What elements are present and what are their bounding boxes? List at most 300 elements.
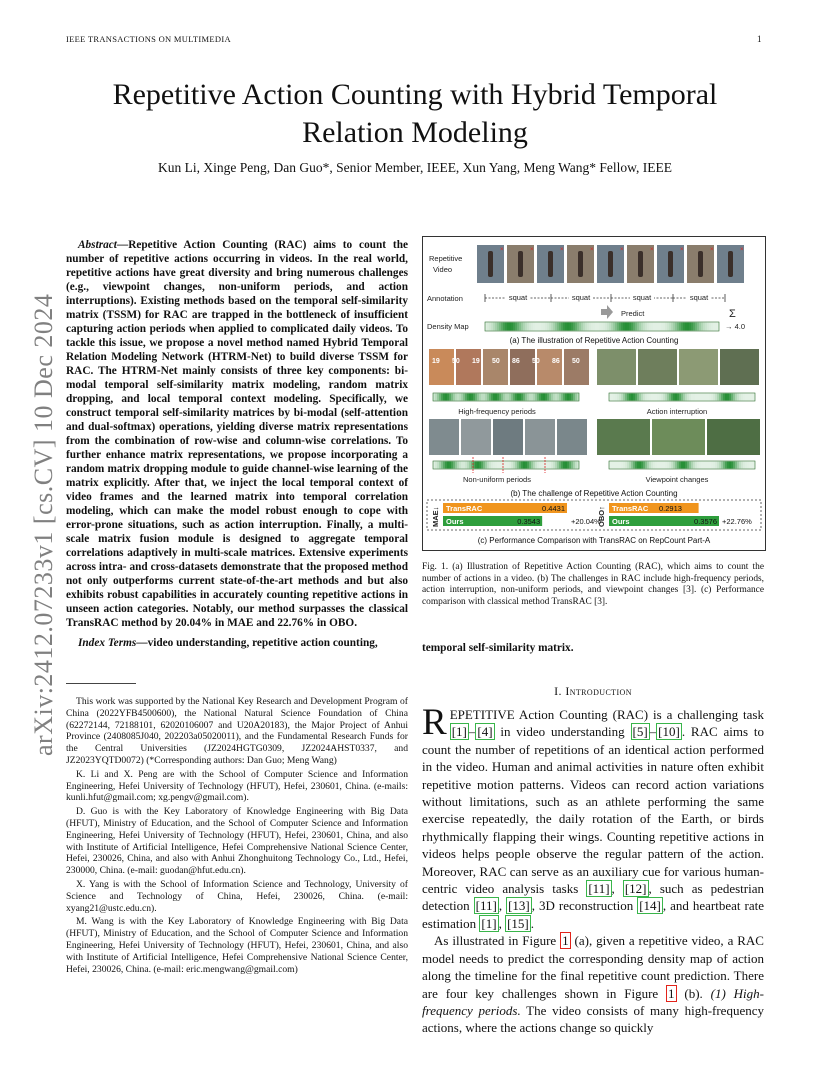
density-cell: [439, 394, 441, 401]
density-cell: [697, 462, 699, 469]
section-heading: [422, 684, 764, 699]
drop-cap: R: [422, 702, 447, 743]
density-cell: [625, 394, 627, 401]
subcaption-a: (a) The illustration of Repetitive Action Counting: [509, 336, 679, 345]
density-cell: [669, 394, 671, 401]
density-cell: [607, 323, 609, 331]
section-title: Introduction: [565, 684, 632, 698]
challenge-frame: [720, 349, 759, 385]
density-cell: [435, 394, 437, 401]
density-cell: [749, 462, 751, 469]
video-frame-strip: [477, 245, 744, 283]
density-cell: [445, 462, 447, 469]
density-cell: [737, 462, 739, 469]
density-cell: [563, 323, 565, 331]
density-cell: [485, 394, 487, 401]
video-frame-person: [518, 251, 523, 277]
repetitive-video-label: [433, 265, 452, 274]
density-cell: [729, 462, 731, 469]
density-cell: [637, 394, 639, 401]
density-cell: [571, 323, 573, 331]
density-cell: [551, 462, 553, 469]
density-cell: [655, 394, 657, 401]
density-cell: [565, 394, 567, 401]
density-cell: [665, 462, 667, 469]
density-cell: [515, 462, 517, 469]
citation-link[interactable]: [1]: [481, 915, 497, 931]
challenge-frame: [652, 419, 705, 455]
density-cell: [437, 394, 439, 401]
density-cell: [489, 323, 491, 331]
density-cell: [529, 323, 531, 331]
density-cell: [675, 323, 677, 331]
citation-link[interactable]: [15]: [507, 915, 529, 931]
density-cell: [661, 323, 663, 331]
density-cell: [569, 462, 571, 469]
density-cell: [579, 323, 581, 331]
density-cell: [731, 394, 733, 401]
density-cell: [543, 323, 545, 331]
density-cell: [649, 394, 651, 401]
frame-number: 86: [512, 358, 520, 365]
density-cell: [681, 462, 683, 469]
citation-link[interactable]: [11]: [475, 898, 497, 914]
density-cell: [529, 462, 531, 469]
density-cell: [671, 323, 673, 331]
density-cell: [627, 394, 629, 401]
frame-number: 19: [432, 358, 440, 365]
density-cell: [621, 323, 623, 331]
density-cell: [713, 462, 715, 469]
subcaption-c: (c) Performance Comparison with TransRAC on RepCount Part-A: [477, 536, 711, 545]
challenge-frame: [461, 419, 491, 455]
density-cell: [711, 462, 713, 469]
density-cell: [609, 462, 611, 469]
density-cell: [637, 323, 639, 331]
improvement-mae: +20.04%: [571, 517, 601, 526]
density-cell: [523, 323, 525, 331]
density-cell: [679, 394, 681, 401]
metric-obo-label: OBO↑: [597, 506, 606, 527]
density-cell: [457, 394, 459, 401]
density-cell: [531, 394, 533, 401]
density-cell: [497, 462, 499, 469]
density-bar-non-uniform: [433, 457, 579, 473]
density-cell: [681, 394, 683, 401]
intro-text: As illustrated in Figure: [434, 933, 561, 949]
density-cell: [663, 462, 665, 469]
density-cell: [647, 323, 649, 331]
density-cell: [475, 394, 477, 401]
video-frame-person: [578, 251, 583, 277]
index-terms-continuation: temporal self-similarity matrix.: [422, 642, 574, 654]
abstract-label: Abstract: [78, 239, 117, 251]
density-cell: [703, 462, 705, 469]
challenge-frames-row2: [429, 419, 760, 455]
density-cell: [483, 394, 485, 401]
density-cell: [557, 323, 559, 331]
frame-marker: ×: [560, 247, 564, 253]
density-cell: [571, 394, 573, 401]
density-cell: [639, 323, 641, 331]
density-cell: [571, 462, 573, 469]
challenge-frame: [510, 349, 535, 385]
intro-text: ,: [498, 898, 507, 914]
density-cell: [521, 323, 523, 331]
density-cell: [549, 462, 551, 469]
density-cell: [541, 462, 543, 469]
density-cell: [709, 462, 711, 469]
density-cell: [559, 394, 561, 401]
density-cell: [677, 462, 679, 469]
density-cell: [567, 462, 569, 469]
density-cell: [585, 323, 587, 331]
density-cell: [545, 323, 547, 331]
density-cell: [693, 394, 695, 401]
density-cell: [469, 394, 471, 401]
density-cell: [497, 323, 499, 331]
density-cell: [743, 462, 745, 469]
frame-number: 50: [532, 358, 540, 365]
density-cell: [537, 323, 539, 331]
density-cell: [665, 394, 667, 401]
density-cell: [505, 462, 507, 469]
density-cell: [657, 394, 659, 401]
intro-paragraph-2: [422, 932, 764, 1036]
density-cell: [507, 462, 509, 469]
density-cell: [635, 462, 637, 469]
density-cell: [589, 323, 591, 331]
citation-link[interactable]: [5]: [632, 724, 648, 740]
density-cell: [575, 323, 577, 331]
density-cell: [663, 323, 665, 331]
video-frame-person: [488, 251, 493, 277]
density-cell: [665, 323, 667, 331]
density-cell: [603, 323, 605, 331]
density-cell: [713, 394, 715, 401]
method-label: TransRAC: [612, 504, 649, 513]
density-cell: [667, 323, 669, 331]
density-cell: [705, 323, 707, 331]
density-cell: [699, 394, 701, 401]
density-cell: [613, 394, 615, 401]
density-cell: [445, 394, 447, 401]
segment-label: squat: [571, 293, 591, 302]
segment-label: squat: [632, 293, 652, 302]
abstract: [66, 238, 408, 630]
figure-1: [422, 236, 766, 551]
challenge-label-action-interruption: Action interruption: [646, 407, 708, 416]
annotation-segments: [485, 292, 725, 302]
figure-link[interactable]: 1: [562, 933, 569, 949]
repetitive-video-label: [429, 254, 462, 263]
density-cell: [729, 394, 731, 401]
intro-emphasis: (1) High-frequency periods.: [422, 985, 764, 1018]
challenge-label-viewpoint: Viewpoint changes: [645, 475, 709, 484]
challenge-frame: [707, 419, 760, 455]
intro-text: , and heartbeat rate estimation: [422, 898, 764, 931]
density-cell: [489, 394, 491, 401]
density-cell: [691, 462, 693, 469]
density-cell: [653, 462, 655, 469]
density-cell: [639, 394, 641, 401]
density-cell: [595, 323, 597, 331]
frame-marker: ×: [500, 247, 504, 253]
citation-link[interactable]: [14]: [639, 898, 661, 914]
density-cell: [593, 323, 595, 331]
density-cell: [551, 394, 553, 401]
segment-label: squat: [689, 293, 709, 302]
density-cell: [485, 462, 487, 469]
density-cell: [541, 323, 543, 331]
density-cell: [745, 394, 747, 401]
density-cell: [701, 323, 703, 331]
density-cell: [611, 323, 613, 331]
density-cell: [721, 394, 723, 401]
density-cell: [583, 323, 585, 331]
density-cell: [433, 462, 435, 469]
density-cell: [623, 462, 625, 469]
density-cell: [447, 394, 449, 401]
density-cell: [653, 394, 655, 401]
density-cell: [477, 462, 479, 469]
density-cell: [615, 394, 617, 401]
footnotes: [66, 696, 408, 977]
density-cell: [695, 394, 697, 401]
density-cell: [531, 323, 533, 331]
density-cell: [509, 394, 511, 401]
density-cell: [535, 323, 537, 331]
density-cell: [451, 462, 453, 469]
segment-label: squat: [508, 293, 528, 302]
predict-arrow-icon: [601, 305, 613, 319]
citation-link[interactable]: [1]: [451, 724, 467, 740]
density-cell: [503, 323, 505, 331]
density-cell: [511, 323, 513, 331]
density-cell: [647, 394, 649, 401]
density-cell: [515, 323, 517, 331]
density-cell: [547, 394, 549, 401]
density-cell: [467, 394, 469, 401]
challenge-frame: [525, 419, 555, 455]
density-cell: [679, 462, 681, 469]
density-cell: [751, 462, 753, 469]
density-cell: [507, 394, 509, 401]
density-cell: [725, 394, 727, 401]
introduction-text: [422, 702, 764, 1037]
density-cell: [545, 394, 547, 401]
density-cell: [577, 462, 579, 469]
density-cell: [721, 462, 723, 469]
density-cell: [645, 323, 647, 331]
density-cell: [667, 462, 669, 469]
intro-text: , such as pedestrian detection: [422, 881, 764, 914]
density-cell: [453, 462, 455, 469]
density-cell: [573, 394, 575, 401]
challenge-frame: [597, 419, 650, 455]
density-cell: [577, 323, 579, 331]
density-cell: [651, 323, 653, 331]
challenge-frame: [557, 419, 587, 455]
density-cell: [691, 323, 693, 331]
density-cell: [703, 323, 705, 331]
citation-link[interactable]: [10]: [658, 724, 680, 740]
density-cell: [561, 394, 563, 401]
density-cell: [553, 462, 555, 469]
intro-text: –: [468, 724, 476, 740]
citation-link[interactable]: [11]: [588, 881, 610, 897]
density-cell: [723, 462, 725, 469]
density-cell: [489, 462, 491, 469]
density-cell: [643, 462, 645, 469]
density-cell: [695, 323, 697, 331]
density-cell: [509, 462, 511, 469]
density-cell: [499, 323, 501, 331]
density-cell: [709, 394, 711, 401]
density-cell: [699, 462, 701, 469]
footnote-affiliation: X. Yang is with the School of Information Science and Technology, University of Science and Technology of China, Hefei, 230026, China. (e-mail: xyang21@ustc.edu.cn).: [66, 878, 408, 914]
abstract-text: —Repetitive Action Counting (RAC) aims to count the number of repetitive actions occurring in videos. In the real world, repetitive actions have great diversity and bring numerous challenges (e.g., viewpoint changes, non-uniform periods, and action interruptions). Existing methods based on the temporal self-similarity matrix (TSSM) for RAC are trapped in the bottleneck of insufficient capturing action periods when applied to complicated daily videos. To tackle this issue, we propose a novel method named Hybrid Temporal Relation Modeling Network (HTRM-Net) to build diverse TSSM for RAC. The HTRM-Net mainly consists of three key components: bi-modal temporal self-similarity matrix modeling, random matrix dropping, and local temporal context modeling. Specifically, we construct temporal self-similarity matrices by bi-modal (self-attention and dual-softmax) operations, yielding diverse matrix representations from the combination of row-wise and column-wise correlations. To further enhance matrix representations, we propose incorporating a random matrix dropping module to guide channel-wise learning of the matrix explicitly. After that, we inject the local temporal context of video frames and the learned matrix into temporal correlation modeling, which can make the model robust enough to cope with error-prone situations, such as action interruption. Finally, a multi-scale matrix fusion module is designed to aggregate temporal correlations adaptively in multi-scale matrices. Extensive experiments across intra- and cross-datasets demonstrate that the proposed method not only outperforms current state-of-the-art methods and but also exhibits robust capabilities in accurately counting repetitive actions in unseen action categories. Notably, our method surpasses the classical TransRAC method by 20.04% in MAE and 22.76% in OBO.: [66, 239, 408, 629]
density-cell: [465, 462, 467, 469]
density-cell: [507, 323, 509, 331]
footnote-affiliation: D. Guo is with the Key Laboratory of Knowledge Engineering with Big Data (HFUT), Ministry of Education, and the School of Computer Science and Information Engineering, Hefei University of Technology (HFUT), Hefei, 230601, China, and also with Institute of Artificial Intelligence, Hefei Comprehensive National Science Center, Hefei, 230026, China, and also with Anhui Zhonghuitong Technology Co., Ltd., Hefei, 230000, China. (e-mail: guodan@hfut.edu.cn).: [66, 806, 408, 877]
density-cell: [671, 462, 673, 469]
density-cell: [591, 323, 593, 331]
citation-link[interactable]: [12]: [624, 881, 647, 897]
density-cell: [555, 394, 557, 401]
density-cell: [743, 394, 745, 401]
index-terms-text: —video understanding, repetitive action counting,: [136, 637, 378, 649]
density-cell: [495, 323, 497, 331]
density-cell: [689, 323, 691, 331]
density-cell: [611, 394, 613, 401]
density-cell: [481, 394, 483, 401]
citation-link[interactable]: [13]: [508, 898, 530, 914]
density-cell: [559, 462, 561, 469]
density-map-bar: [485, 322, 719, 331]
density-cell: [453, 394, 455, 401]
density-cell: [677, 394, 679, 401]
density-cell: [473, 394, 475, 401]
density-cell: [499, 462, 501, 469]
density-cell: [529, 394, 531, 401]
density-cell: [707, 323, 709, 331]
density-cell: [565, 462, 567, 469]
density-cell: [487, 394, 489, 401]
density-cell: [481, 462, 483, 469]
density-cell: [621, 394, 623, 401]
video-frame-person: [728, 251, 733, 277]
improvement-obo: +22.76%: [722, 517, 752, 526]
density-cell: [677, 323, 679, 331]
density-cell: [539, 323, 541, 331]
intro-text: .: [530, 915, 535, 931]
density-cell: [635, 394, 637, 401]
density-cell: [541, 394, 543, 401]
density-cell: [459, 394, 461, 401]
footnote-affiliation: K. Li and X. Peng are with the School of Computer Science and Information Engineering, Hefei University of Technology (HFUT), Hefei, 230601, China. (e-mails: kunli.hfut@gmail.com; xg.pengv@gmail.com).: [66, 768, 408, 804]
density-cell: [643, 394, 645, 401]
density-cell: [687, 323, 689, 331]
density-cell: [511, 462, 513, 469]
density-cell: [577, 394, 579, 401]
density-cell: [439, 462, 441, 469]
density-cell: [687, 462, 689, 469]
density-cell: [533, 462, 535, 469]
density-cell: [597, 323, 599, 331]
density-cell: [751, 394, 753, 401]
density-cell: [715, 394, 717, 401]
author-list: Kun Li, Xinge Peng, Dan Guo*, Senior Member, IEEE, Xun Yang, Meng Wang* Fellow, IEEE: [158, 160, 672, 175]
density-cell: [731, 462, 733, 469]
density-cell: [521, 394, 523, 401]
density-cell: [641, 394, 643, 401]
density-cell: [499, 394, 501, 401]
density-cell: [727, 462, 729, 469]
density-cell: [557, 462, 559, 469]
intro-text: ,: [498, 915, 506, 931]
density-cell: [623, 323, 625, 331]
intro-text: (a), given a repetitive video, a RAC model needs to predict the corresponding density map of action along the timeline for the final repetitive count prediction. There are four key challenges shown in Figure: [422, 933, 764, 1001]
method-label: Ours: [612, 517, 630, 526]
density-cell: [631, 323, 633, 331]
video-frame-person: [608, 251, 613, 277]
density-bar-viewpoint: [609, 461, 755, 469]
density-cell: [573, 323, 575, 331]
density-cell: [713, 323, 715, 331]
density-cell: [623, 394, 625, 401]
density-cell: [437, 462, 439, 469]
density-cell: [707, 394, 709, 401]
density-cell: [659, 323, 661, 331]
density-cell: [727, 394, 729, 401]
density-cell: [735, 394, 737, 401]
predicted-count: → 4.0: [725, 322, 746, 331]
density-cell: [539, 462, 541, 469]
density-cell: [651, 394, 653, 401]
sigma-symbol: Σ: [729, 308, 736, 320]
frame-marker: ×: [530, 247, 534, 253]
density-cell: [617, 462, 619, 469]
density-cell: [527, 462, 529, 469]
density-cell: [501, 323, 503, 331]
density-cell: [735, 462, 737, 469]
repetitive-video-label-line2: Video: [433, 265, 453, 274]
density-cell: [533, 394, 535, 401]
density-cell: [547, 462, 549, 469]
density-cell: [493, 323, 495, 331]
intro-text: EPETITIVE Action Counting (RAC) is a challenging task: [449, 707, 764, 722]
density-cell: [491, 323, 493, 331]
density-cell: [443, 462, 445, 469]
arxiv-stamp-text: arXiv:2412.07233v1 [cs.CV] 10 Dec 2024: [29, 293, 58, 756]
density-map-label: Density Map: [427, 322, 469, 331]
density-cell: [741, 462, 743, 469]
intro-text: The video consists of many high-frequency actions, where the actions change so quickly: [422, 1002, 764, 1036]
density-cell: [461, 462, 463, 469]
citation-link[interactable]: [4]: [477, 724, 493, 740]
density-cell: [653, 323, 655, 331]
density-cell: [555, 462, 557, 469]
challenge-frames-row1: [429, 349, 759, 385]
challenge-frame: [429, 419, 459, 455]
video-frame-person: [698, 251, 703, 277]
figure-link[interactable]: 1: [668, 985, 675, 1001]
density-cell: [435, 462, 437, 469]
density-cell: [495, 394, 497, 401]
density-cell: [447, 462, 449, 469]
density-cell: [693, 323, 695, 331]
